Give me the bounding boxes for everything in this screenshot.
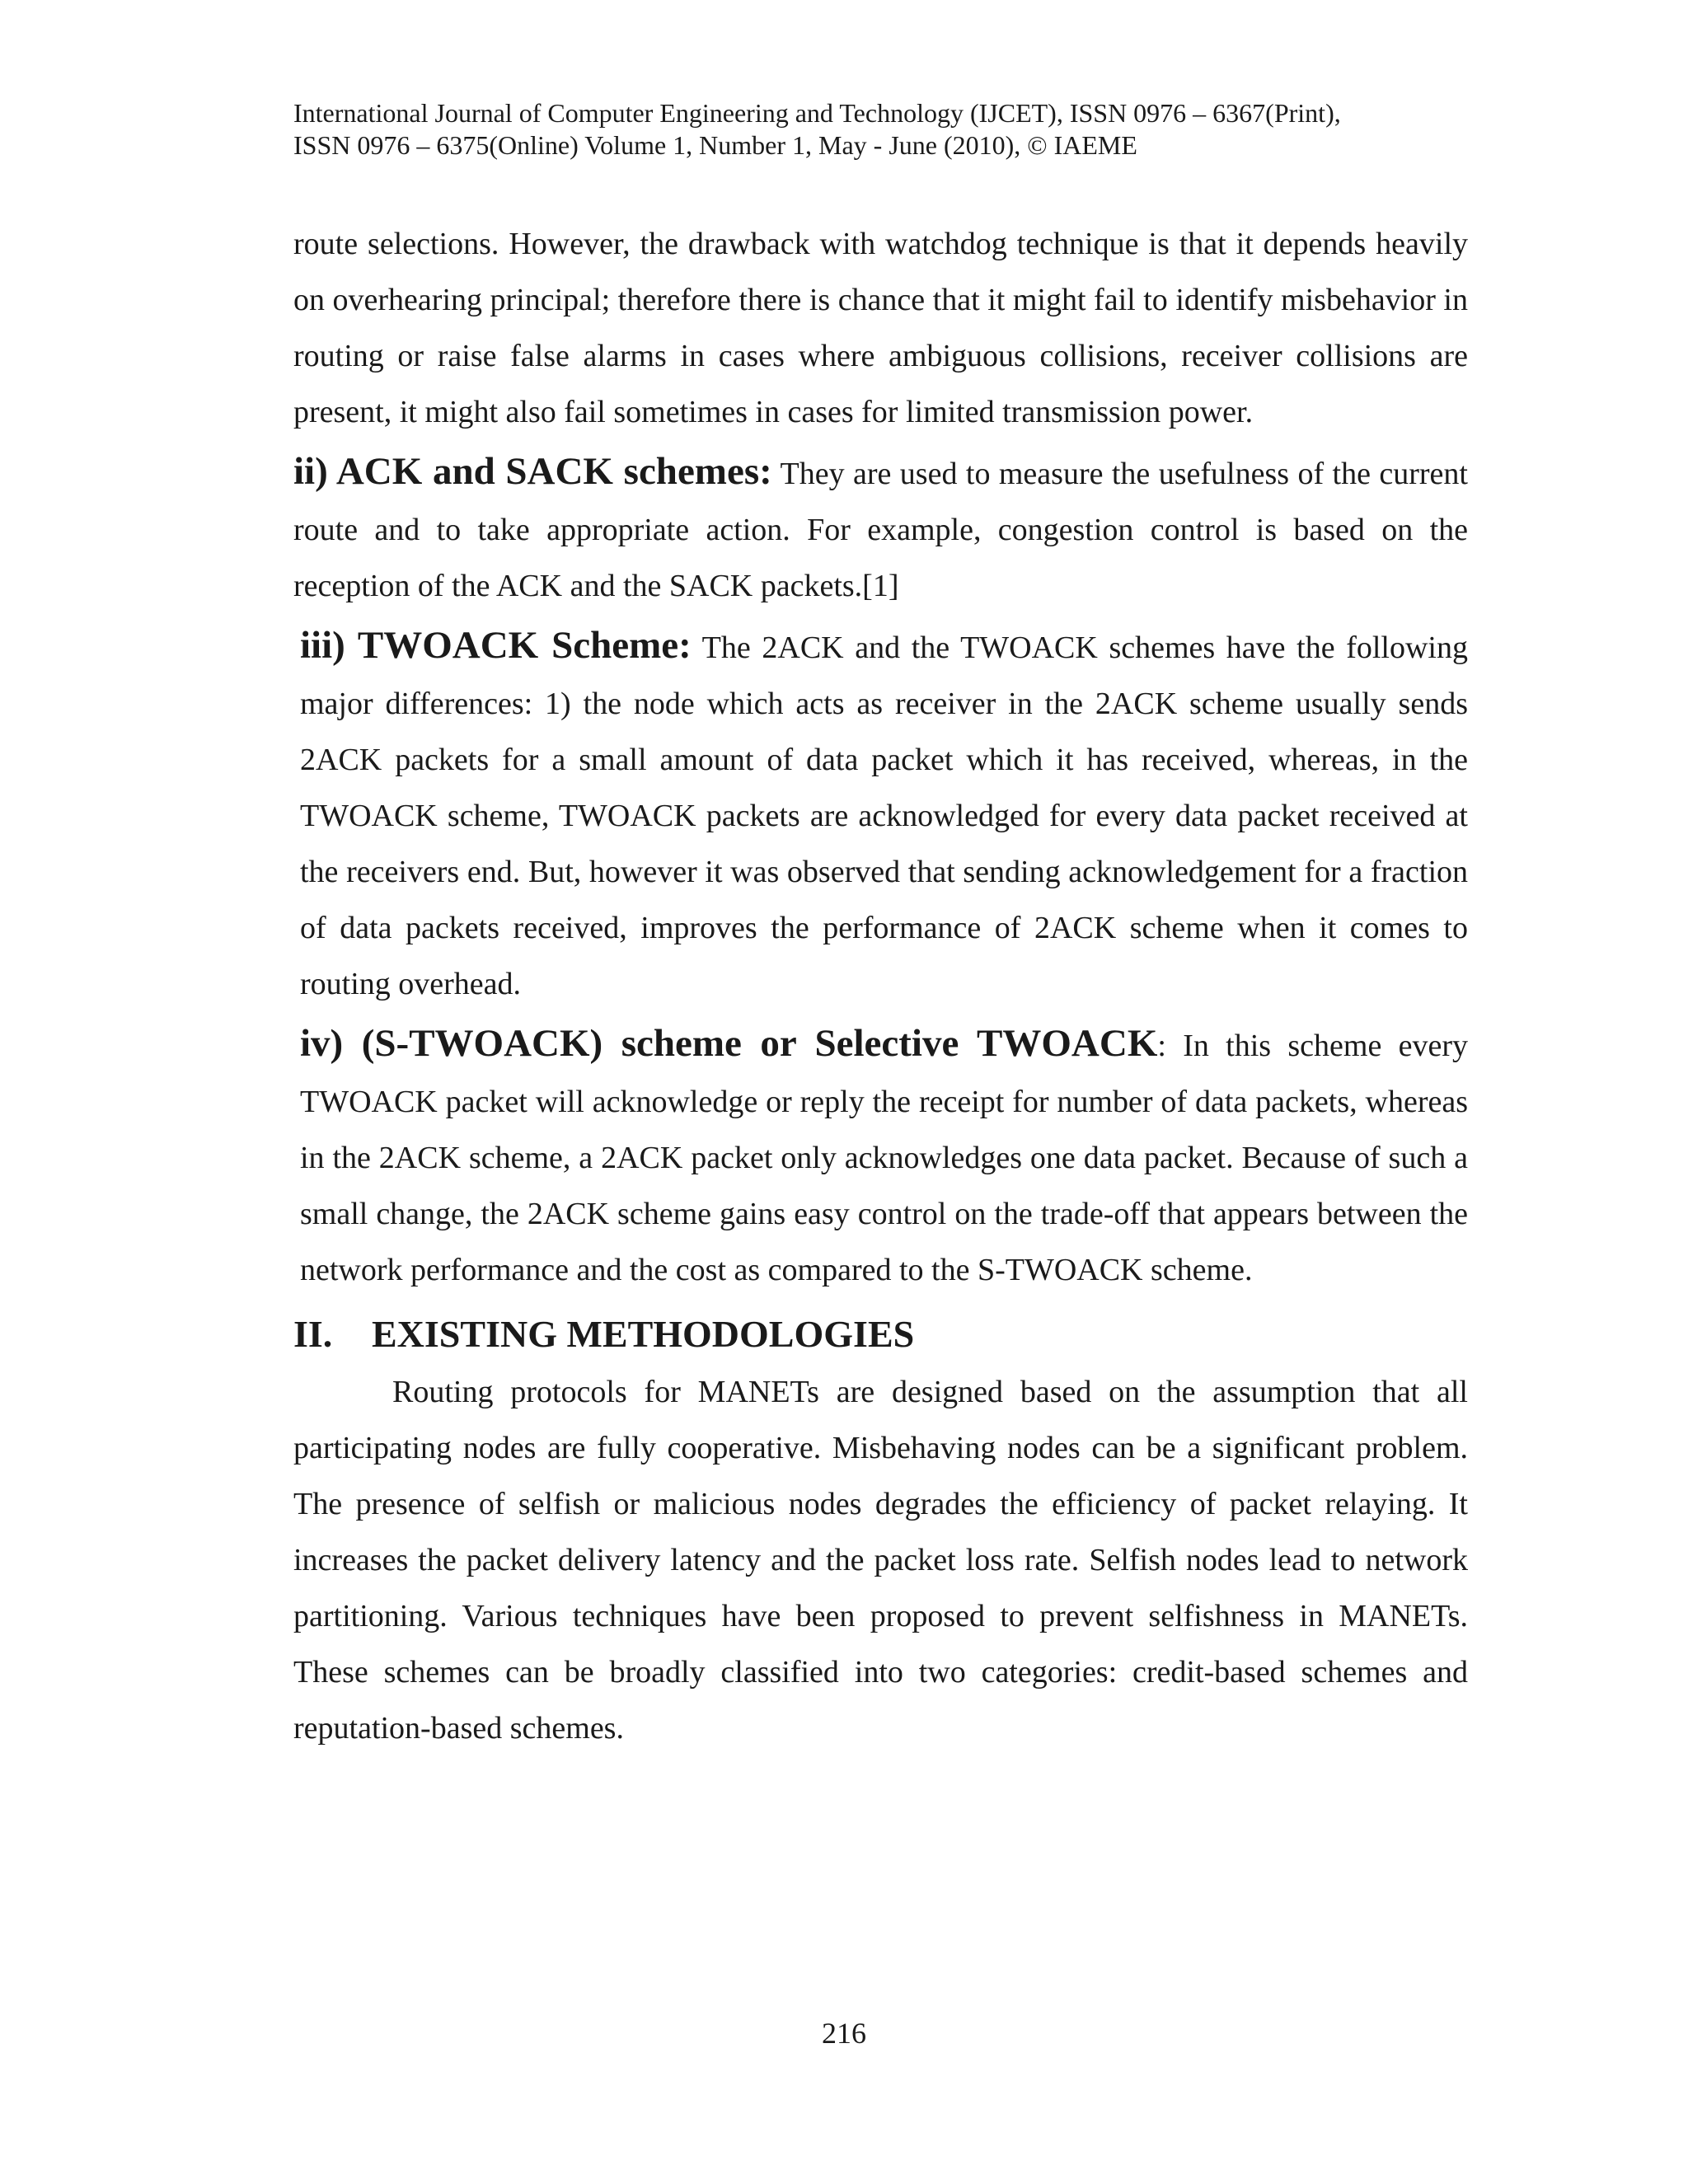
paragraph-s-twoack-text: : In this scheme every TWOACK packet will acknowledge or reply the receipt for number of data packets, whereas in the 2ACK scheme, a 2ACK packet only acknowledges one data packet. Because of such a small change, the 2ACK scheme gains easy control on the trade-off that appears between the network performance and the cost as compared to the S-TWOACK scheme. [300,1029,1468,1287]
journal-header-line-1: International Journal of Computer Engineering and Technology (IJCET), ISSN 0976 – 6367(Print), [293,98,1341,128]
paragraph-existing-methodologies: Routing protocols for MANETs are designed based on the assumption that all participating nodes are fully cooperative. Misbehaving nodes can be a significant problem. The presence of selfish or malicious nodes degrades the efficiency of packet relaying. It increases the packet delivery latency and the packet loss rate. Selfish nodes lead to network partitioning. Various techniques have been proposed to prevent selfishness in MANETs. These schemes can be broadly classified into two categories: credit-based schemes and reputation-based schemes. [293,1375,1468,1746]
paragraph-twoack [293,617,1468,1012]
section-title: EXISTING METHODOLOGIES [372,1313,915,1355]
run-in-heading-s-twoack: iv) (S-TWOACK) scheme or Selective TWOACK [300,1022,1158,1065]
run-in-heading-ack-sack: ii) ACK and SACK schemes: [293,450,772,493]
run-in-heading-twoack: iii) TWOACK Scheme: [300,624,692,667]
paragraph-s-twoack [293,1015,1468,1298]
section-heading [293,1305,1468,1364]
journal-header [293,97,1480,162]
page-body [293,216,1468,1756]
paragraph-ack-sack-text: They are used to measure the usefulness of the current route and to take appropriate action. For example, congestion control is based on the reception of the ACK and the SACK packets.[1] [293,457,1468,603]
journal-header-line-2: ISSN 0976 – 6375(Online) Volume 1, Number 1, May - June (2010), © IAEME [293,130,1137,160]
section-number: II. [293,1313,333,1355]
page-number: 216 [822,2017,866,2050]
paragraph-twoack-text: The 2ACK and the TWOACK schemes have the following major differences: 1) the node which acts as receiver in the 2ACK scheme usually sends 2ACK packets for a small amount of data packet which it has received, whereas, in the TWOACK scheme, TWOACK packets are acknowledged for every data packet received at the receivers end. But, however it was observed that sending acknowledgement for a fraction of data packets received, improves the performance of 2ACK scheme when it comes to routing overhead. [300,630,1468,1001]
paragraph-watchdog-continued: route selections. However, the drawback with watchdog technique is that it depends heavily on overhearing principal; therefore there is chance that it might fail to identify misbehavior in routing or raise false alarms in cases where ambiguous collisions, receiver collisions are present, it might also fail sometimes in cases for limited transmission power. [293,227,1468,429]
paragraph-ack-sack [293,443,1468,614]
